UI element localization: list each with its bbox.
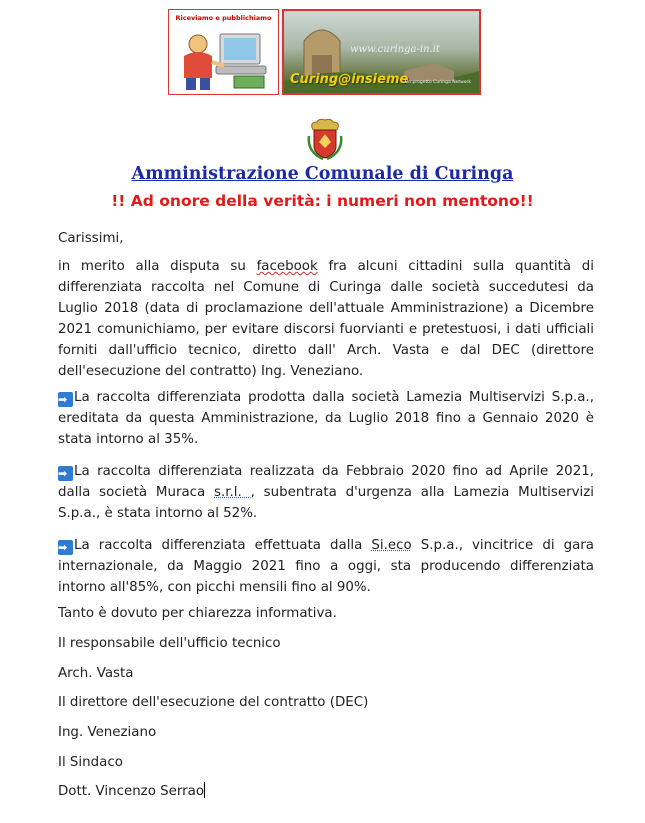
page-subtitle: !! Ad onore della verità: i numeri non mentono!! xyxy=(111,192,534,210)
right-arrow-icon: ➡ xyxy=(58,540,73,555)
signature-role-mayor: Il Sindaco xyxy=(58,755,123,770)
bullet-2-text-end: subentrata d'urgenza alla Lamezia Multiservizi S.p.a., è stata intorno al 52%. xyxy=(58,485,594,521)
site-url: www.curinga-in.it xyxy=(350,44,440,55)
page-title: Amministrazione Comunale di Curinga xyxy=(131,164,514,184)
signature-name-serrao-line xyxy=(58,781,594,802)
computer-user-illustration xyxy=(172,26,275,92)
signature-name-serrao: Dott. Vincenzo Serrao xyxy=(58,784,205,799)
closing-line: Tanto è dovuto per chiarezza informativa. xyxy=(58,606,337,621)
signature-role-tech: Il responsabile dell'ufficio tecnico xyxy=(58,636,281,651)
riceviamo-badge xyxy=(168,9,279,95)
intro-text-end: fra alcuni cittadini sulla quantità di differenziata raccolta nel Comune di Curinga dalle società succedutesi da Luglio 2018 (data di proclamazione dell'attuale Amministrazione) a Dicembre 2021 comunichiamo, per evitare discorsi fuorvianti e pretestuosi, i dati ufficiali forniti dall'ufficio tecnico, diretto dall' Arch. Vasta e dal DEC (direttore dell'esecuzione del contratto) Ing. Veneziano. xyxy=(58,259,594,379)
badge-caption: Riceviamo e pubblichiamo xyxy=(175,14,272,22)
text-cursor xyxy=(204,782,205,798)
curinga-photo-banner xyxy=(282,9,481,95)
brand-logo-text: Curing@insieme xyxy=(290,72,409,87)
bullet-2-word-srl: s.r.l. , xyxy=(214,485,255,500)
signature-name-veneziano: Ing. Veneziano xyxy=(58,725,157,740)
bullet-3-word-sieco: Si.eco xyxy=(371,538,412,553)
header-banner xyxy=(168,9,481,97)
intro-word-facebook: facebook xyxy=(256,259,318,274)
signature-name-vasta: Arch. Vasta xyxy=(58,666,134,681)
greeting: Carissimi, xyxy=(58,231,124,246)
right-arrow-icon: ➡ xyxy=(58,466,73,481)
right-arrow-icon: ➡ xyxy=(58,392,73,407)
intro-text-start: in merito alla disputa su xyxy=(58,259,257,274)
bullet-2-text-start: La raccolta differenziata realizzata da Febbraio 2020 fino ad Aprile 2021, dalla società Muraca xyxy=(58,464,594,500)
signature-role-dec: Il direttore dell'esecuzione del contratto (DEC) xyxy=(58,695,369,710)
bullet-3-text-end: S.p.a., vincitrice di gara internazionale, da Maggio 2021 fino a oggi, sta producendo differenziata intorno all'85%, con picchi mensili fino al 90%. xyxy=(58,538,594,595)
bullet-paragraph-3 xyxy=(58,535,594,598)
bullet-paragraph-2 xyxy=(58,461,594,524)
banner-small-text: Un progetto Curinga Network xyxy=(404,80,471,85)
bullet-1-text: La raccolta differenziata prodotta dalla società Lamezia Multiservizi S.p.a., ereditata da questa Amministrazione, da Luglio 2018 fino a Gennaio 2020 è stata intorno al 35%. xyxy=(58,390,594,447)
coat-of-arms-icon xyxy=(305,118,345,160)
bullet-3-text-start: La raccolta differenziata effettuata dalla xyxy=(74,538,372,553)
intro-paragraph xyxy=(58,256,594,382)
bullet-paragraph-1 xyxy=(58,387,594,450)
